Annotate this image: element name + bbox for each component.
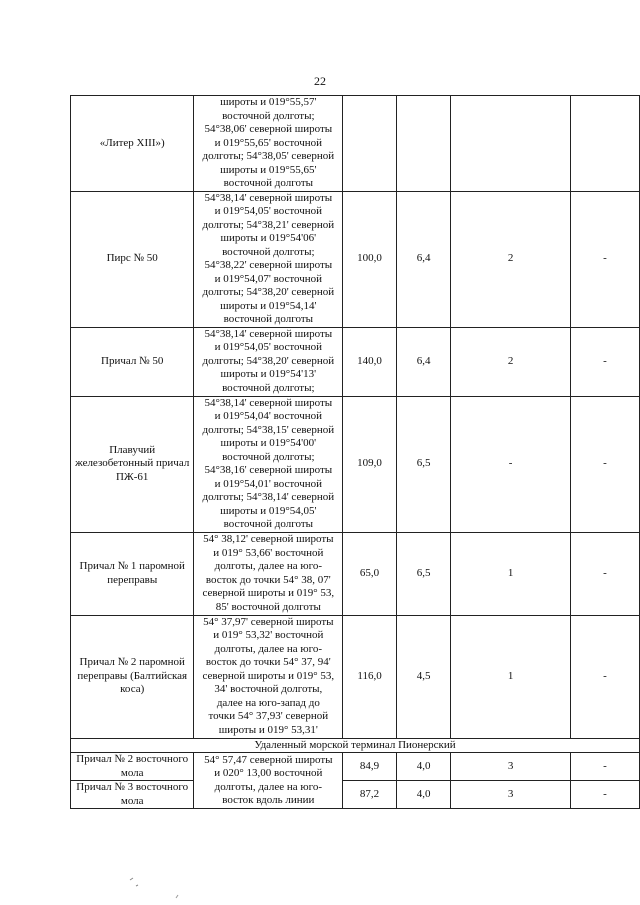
berth-col5: [451, 96, 570, 192]
berth-coordinates: [194, 396, 343, 532]
page-number: 22: [314, 74, 326, 88]
berth-length: [343, 96, 397, 192]
berth-length: 87,2: [343, 781, 397, 809]
coord-line: широты и 019°55,65': [220, 163, 317, 176]
table-row: [71, 738, 640, 753]
berth-col6: -: [570, 781, 639, 809]
coord-line: 54° 38,12' северной широты: [203, 533, 334, 545]
coord-line: широты и 019°54'00': [220, 437, 317, 449]
berth-col5: 1: [451, 532, 570, 615]
berth-coordinates: [194, 532, 343, 615]
berth-depth: 4,0: [396, 781, 450, 809]
coord-line: широты и 019°54,05': [220, 504, 317, 517]
coord-line: долготы; 54°38,05' северной: [202, 150, 335, 162]
coord-line: долготы; 54°38,20' северной: [202, 286, 335, 298]
coord-line: 54°38,14' северной широты: [204, 327, 333, 340]
berth-coordinates: [194, 753, 343, 809]
coord-line: точки 54° 37,93' северной: [208, 710, 329, 723]
coord-line: 54° 37,97' северной широты: [203, 615, 334, 628]
coord-line: восточной долготы;: [222, 381, 315, 394]
berth-col6: -: [570, 396, 639, 532]
coord-line: и 019°55,65' восточной: [214, 136, 323, 149]
berth-col6: -: [570, 753, 639, 781]
coord-line: 34' восточной долготы,: [214, 683, 323, 696]
coord-line: восточной долготы: [223, 518, 314, 530]
berth-depth: 6,5: [396, 396, 450, 532]
berth-name: Причал № 1 паромной переправы: [71, 532, 194, 615]
berth-name: Причал № 2 восточного мола: [71, 753, 194, 781]
coord-line: и 020° 13,00 восточной: [214, 767, 323, 779]
berth-col5: 1: [451, 615, 570, 738]
coord-line: 54° 57,47 северной широты: [204, 753, 333, 766]
coord-line: восток до точки 54° 38, 07': [205, 573, 331, 586]
berth-depth: 6,4: [396, 327, 450, 396]
coord-line: 54°38,14' северной широты: [204, 191, 333, 204]
coord-line: восточной долготы;: [222, 450, 315, 463]
berth-col6: -: [570, 532, 639, 615]
coord-line: и 019° 53,66' восточной: [213, 546, 324, 559]
coord-line: широты и 019°55,57': [220, 96, 317, 108]
coord-line: и 019°54,04' восточной: [214, 410, 323, 422]
coord-line: восточной долготы;: [222, 245, 315, 258]
berth-coordinates: [194, 327, 343, 396]
coord-line: долготы, далее на юго-: [214, 780, 323, 793]
berth-name: Причал № 50: [71, 327, 194, 396]
table-row: [71, 615, 640, 738]
berth-length: 84,9: [343, 753, 397, 781]
coord-line: долготы; 54°38,20' северной: [202, 354, 335, 367]
berth-col5: 2: [451, 327, 570, 396]
berth-col5: 2: [451, 191, 570, 327]
coord-line: 85' восточной долготы: [215, 600, 321, 613]
coord-line: северной широты и 019° 53,: [202, 669, 335, 682]
coord-line: и 019°54,05' восточной: [214, 205, 323, 217]
berth-col5: 3: [451, 781, 570, 809]
coord-line: широты и 019°54,14': [220, 299, 317, 312]
coord-line: долготы; 54°38,14' северной: [202, 491, 335, 503]
berths-table: [70, 95, 640, 809]
coord-line: широты и 019° 53,31': [218, 723, 318, 736]
berth-name: Плавучий железобетонный причал ПЖ-61: [71, 396, 194, 532]
coord-line: долготы; 54°38,21' северной: [202, 218, 335, 231]
berth-name: Причал № 2 паромной переправы (Балтийская коса): [71, 615, 194, 738]
berth-col5: 3: [451, 753, 570, 781]
section-heading: Удаленный морской терминал Пионерский: [71, 738, 640, 753]
scan-speck: [176, 895, 178, 898]
berth-coordinates: [194, 615, 343, 738]
berth-name: Пирс № 50: [71, 191, 194, 327]
coord-line: 54°38,14' северной широты: [204, 396, 333, 409]
berth-length: 100,0: [343, 191, 397, 327]
coord-line: восточной долготы;: [222, 109, 315, 122]
berth-length: 116,0: [343, 615, 397, 738]
berth-col5: -: [451, 396, 570, 532]
berth-col6: -: [570, 191, 639, 327]
coord-line: долготы, далее на юго-: [214, 642, 323, 655]
coord-line: 54°38,22' северной широты: [204, 259, 333, 271]
table-row: [71, 96, 640, 192]
table-row: [71, 396, 640, 532]
berth-name: «Литер XIII»): [71, 96, 194, 192]
table-row: [71, 327, 640, 396]
coord-line: широты и 019°54'06': [220, 232, 317, 244]
berth-depth: 6,5: [396, 532, 450, 615]
coord-line: и 019°54,07' восточной: [214, 272, 323, 285]
berth-depth: 6,4: [396, 191, 450, 327]
table-row: [71, 191, 640, 327]
coord-line: восток до точки 54° 37, 94': [205, 656, 331, 669]
scan-speck: [130, 878, 138, 886]
coord-line: далее на юго-запад до: [216, 696, 320, 709]
berth-col6: -: [570, 615, 639, 738]
coord-line: 54°38,06' северной широты: [204, 123, 333, 135]
berth-length: 65,0: [343, 532, 397, 615]
coord-line: восточной долготы: [223, 177, 314, 189]
coord-line: восток вдоль линии: [222, 794, 315, 806]
berth-length: 109,0: [343, 396, 397, 532]
coord-line: и 019°54,01' восточной: [214, 477, 323, 490]
table-row: [71, 781, 640, 809]
berth-depth: [396, 96, 450, 192]
berth-col6: -: [570, 327, 639, 396]
table-row: [71, 532, 640, 615]
coord-line: долготы; 54°38,15' северной: [202, 423, 335, 436]
coord-line: 54°38,16' северной широты: [204, 464, 333, 476]
coord-line: восточной долготы: [223, 313, 314, 325]
berth-depth: 4,5: [396, 615, 450, 738]
coord-line: долготы, далее на юго-: [214, 560, 323, 572]
table-row: [71, 753, 640, 781]
berth-coordinates: [194, 96, 343, 192]
berth-name: Причал № 3 восточного мола: [71, 781, 194, 809]
coord-line: и 019° 53,32' восточной: [213, 629, 324, 642]
berth-col6: [570, 96, 639, 192]
coord-line: и 019°54,05' восточной: [214, 341, 323, 354]
berth-coordinates: [194, 191, 343, 327]
coord-line: широты и 019°54'13': [220, 368, 317, 381]
berth-length: 140,0: [343, 327, 397, 396]
berth-depth: 4,0: [396, 753, 450, 781]
coord-line: северной широты и 019° 53,: [202, 587, 335, 599]
